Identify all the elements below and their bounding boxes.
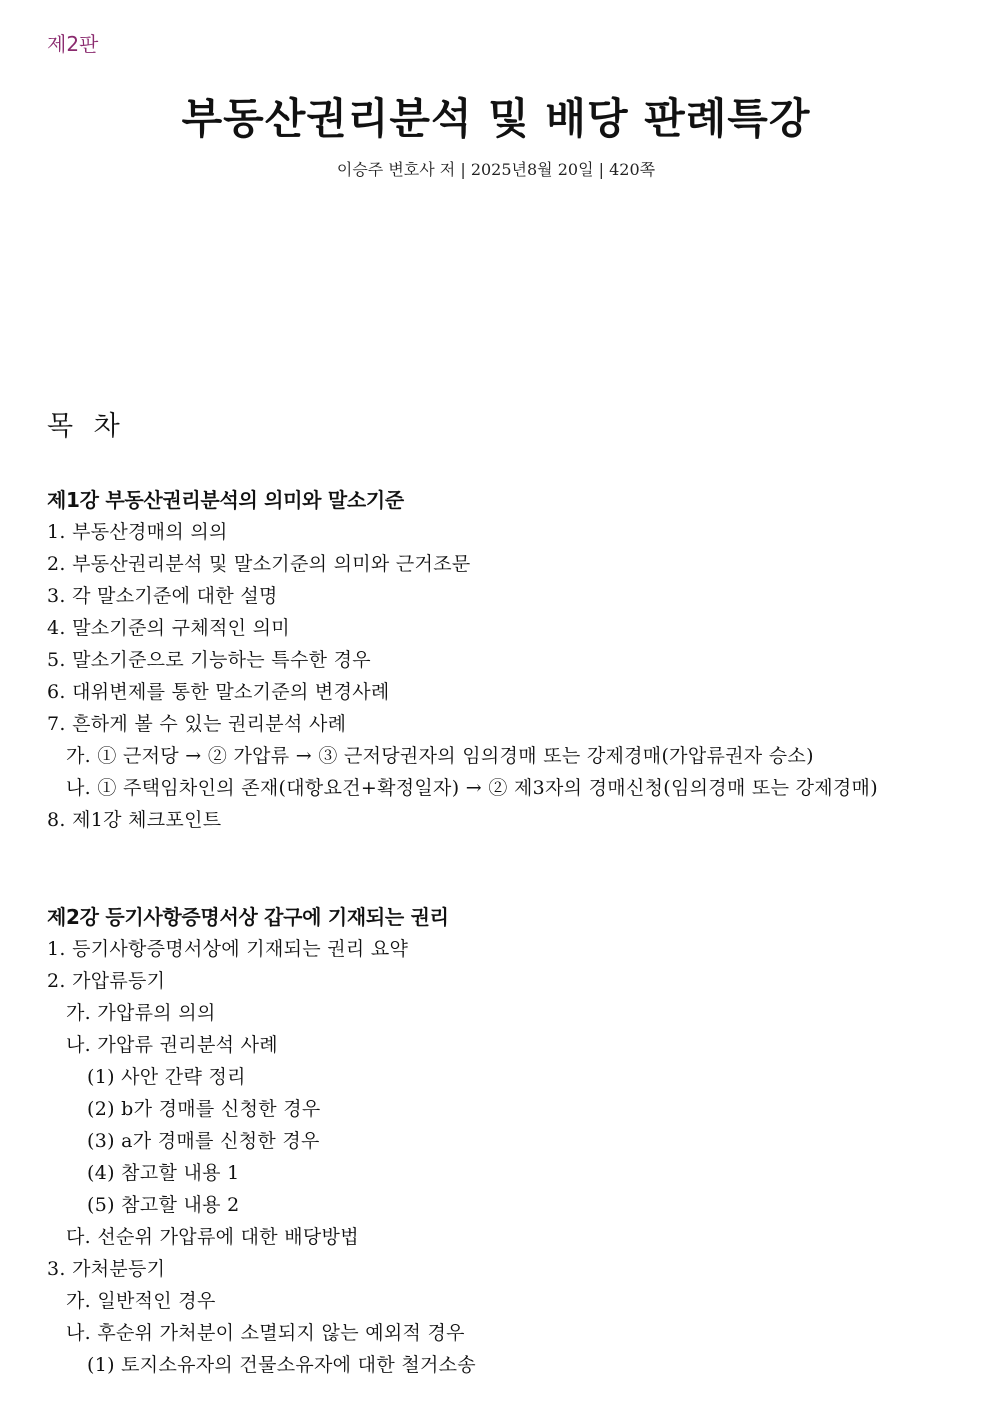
- toc-entry: 나. ① 주택임차인의 존재(대항요건+확정일자) → ② 제3자의 경매신청(임의경매 또는 강제경매): [66, 777, 878, 799]
- toc-entry: 나. 후순위 가처분이 소멸되지 않는 예외적 경우: [66, 1322, 465, 1344]
- toc-entry: 6. 대위변제를 통한 말소기준의 변경사례: [47, 681, 390, 703]
- book-title: 부동산권리분석 및 배당 판례특강: [181, 94, 811, 143]
- toc-entry: 4. 말소기준의 구체적인 의미: [47, 617, 290, 639]
- chapter-title: 제1강 부동산권리분석의 의미와 말소기준: [47, 488, 404, 512]
- toc-entry: (1) 사안 간략 정리: [87, 1066, 246, 1088]
- toc-entry: (4) 참고할 내용 1: [87, 1162, 240, 1184]
- toc-entry: (1) 토지소유자의 건물소유자에 대한 철거소송: [87, 1354, 476, 1376]
- chapter-section: [47, 901, 476, 1381]
- toc-entry: 가. 일반적인 경우: [66, 1290, 216, 1312]
- chapter-entries: [47, 516, 878, 836]
- toc-entry: 3. 각 말소기준에 대한 설명: [47, 585, 278, 607]
- toc-entry: 나. 가압류 권리분석 사례: [66, 1034, 278, 1056]
- toc-entry: 7. 흔하게 볼 수 있는 권리분석 사례: [47, 713, 347, 735]
- toc-entry: 가. ① 근저당 → ② 가압류 → ③ 근저당권자의 임의경매 또는 강제경매(가압류권자 승소): [66, 745, 814, 767]
- toc-entry: 2. 가압류등기: [47, 970, 166, 992]
- chapter-entries: [47, 933, 476, 1381]
- chapter-section: [47, 484, 878, 836]
- toc-entry: 다. 선순위 가압류에 대한 배당방법: [66, 1226, 359, 1248]
- toc-entry: (5) 참고할 내용 2: [87, 1194, 240, 1216]
- toc-entry: 1. 부동산경매의 의의: [47, 521, 228, 543]
- toc-entry: 5. 말소기준으로 기능하는 특수한 경우: [47, 649, 371, 671]
- toc-entry: (2) b가 경매를 신청한 경우: [87, 1098, 321, 1120]
- toc-entry: 3. 가처분등기: [47, 1258, 166, 1280]
- toc-entry: 8. 제1강 체크포인트: [47, 809, 222, 831]
- toc-entry: (3) a가 경매를 신청한 경우: [87, 1130, 320, 1152]
- toc-entry: 2. 부동산권리분석 및 말소기준의 의미와 근거조문: [47, 553, 471, 575]
- toc-entry: 가. 가압류의 의의: [66, 1002, 216, 1024]
- toc-entry: 1. 등기사항증명서상에 기재되는 권리 요약: [47, 938, 409, 960]
- edition-label: 제2판: [47, 32, 99, 56]
- chapter-title: 제2강 등기사항증명서상 갑구에 기재되는 권리: [47, 905, 449, 929]
- toc-heading: 목 차: [47, 411, 126, 442]
- book-meta: 이승주 변호사 저 | 2025년8월 20일 | 420쪽: [336, 160, 656, 179]
